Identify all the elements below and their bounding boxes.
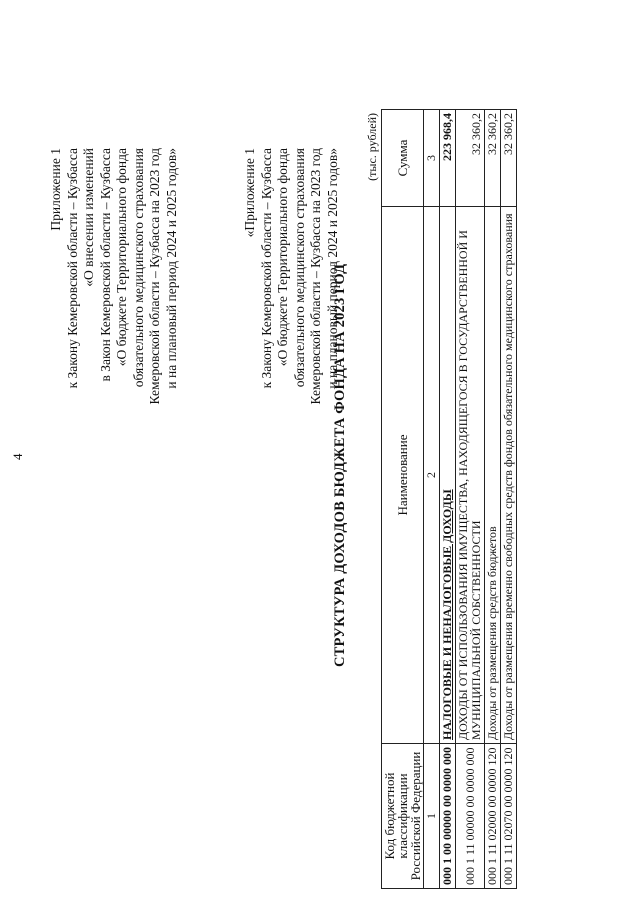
- appendix-line: к Закону Кемеровской области – Кузбасса: [64, 148, 80, 389]
- appendix-header-new: [48, 148, 180, 405]
- row-name: ДОХОДЫ ОТ ИСПОЛЬЗОВАНИЯ ИМУЩЕСТВА, НАХОДЯЩЕГОСЯ В ГОСУДАРСТВЕННОЙ И МУНИЦИПАЛЬНОЙ СОБСТВЕННОСТИ: [456, 207, 485, 744]
- header-code: Код бюджетной классификации Российской Федерации: [382, 744, 424, 889]
- row-sum: 32 360,2: [485, 110, 501, 207]
- header-name: Наименование: [382, 207, 424, 744]
- row-sum: 32 360,2: [501, 110, 517, 207]
- row-code: 000 1 11 00000 00 0000 000: [456, 744, 485, 889]
- appendix-header-old: [242, 148, 341, 405]
- appendix-line: к Закону Кемеровской области – Кузбасса: [258, 148, 274, 389]
- appendix-line: Кемеровской области – Кузбасса на 2023 год: [147, 148, 162, 405]
- appendix-line: в Закон Кемеровской области – Кузбасса: [97, 148, 113, 382]
- column-number-row: [424, 110, 440, 889]
- appendix-line: Кемеровской области – Кузбасса на 2023 год: [308, 148, 323, 405]
- table-row: [485, 110, 501, 889]
- column-number: 1: [424, 744, 440, 889]
- row-sum: 32 360,2: [456, 110, 485, 207]
- row-code: 000 1 00 00000 00 0000 000: [440, 744, 456, 889]
- page-number: 4: [10, 453, 25, 460]
- row-name: Доходы от размещения временно свободных средств фондов обязательного медицинского страхования: [501, 207, 517, 744]
- appendix-line: «О бюджете Территориального фонда: [114, 148, 129, 367]
- row-name: НАЛОГОВЫЕ И НЕНАЛОГОВЫЕ ДОХОДЫ: [440, 207, 456, 744]
- appendix-line: Приложение 1: [48, 148, 63, 231]
- appendix-line: обязательного медицинского страхования: [130, 148, 146, 388]
- column-number: 2: [424, 207, 440, 744]
- row-code: 000 1 11 02070 00 0000 120: [501, 744, 517, 889]
- appendix-line: «Приложение 1: [242, 148, 257, 238]
- appendix-line: и на плановый период 2024 и 2025 годов»: [324, 148, 340, 389]
- appendix-line: «О внесении изменений: [81, 148, 96, 287]
- row-code: 000 1 11 02000 00 0000 120: [485, 744, 501, 889]
- appendix-line: «О бюджете Территориального фонда: [275, 148, 290, 367]
- column-number: 3: [424, 110, 440, 207]
- document-title: СТРУКТУРА ДОХОДОВ БЮДЖЕТА ФОНДА НА 2023 ГОД: [332, 263, 348, 667]
- appendix-line: обязательного медицинского страхования: [291, 148, 307, 388]
- row-name: Доходы от размещения средств бюджетов: [485, 207, 501, 744]
- appendix-line: и на плановый период 2024 и 2025 годов»: [163, 148, 179, 389]
- table-row: [456, 110, 485, 889]
- table-row: [501, 110, 517, 889]
- table-row: [440, 110, 456, 889]
- units-label: (тыс. рублей): [365, 113, 379, 181]
- revenue-table: [381, 109, 517, 889]
- row-sum: 223 968,4: [440, 110, 456, 207]
- header-sum: Сумма: [382, 110, 424, 207]
- table-header-row: [382, 110, 424, 889]
